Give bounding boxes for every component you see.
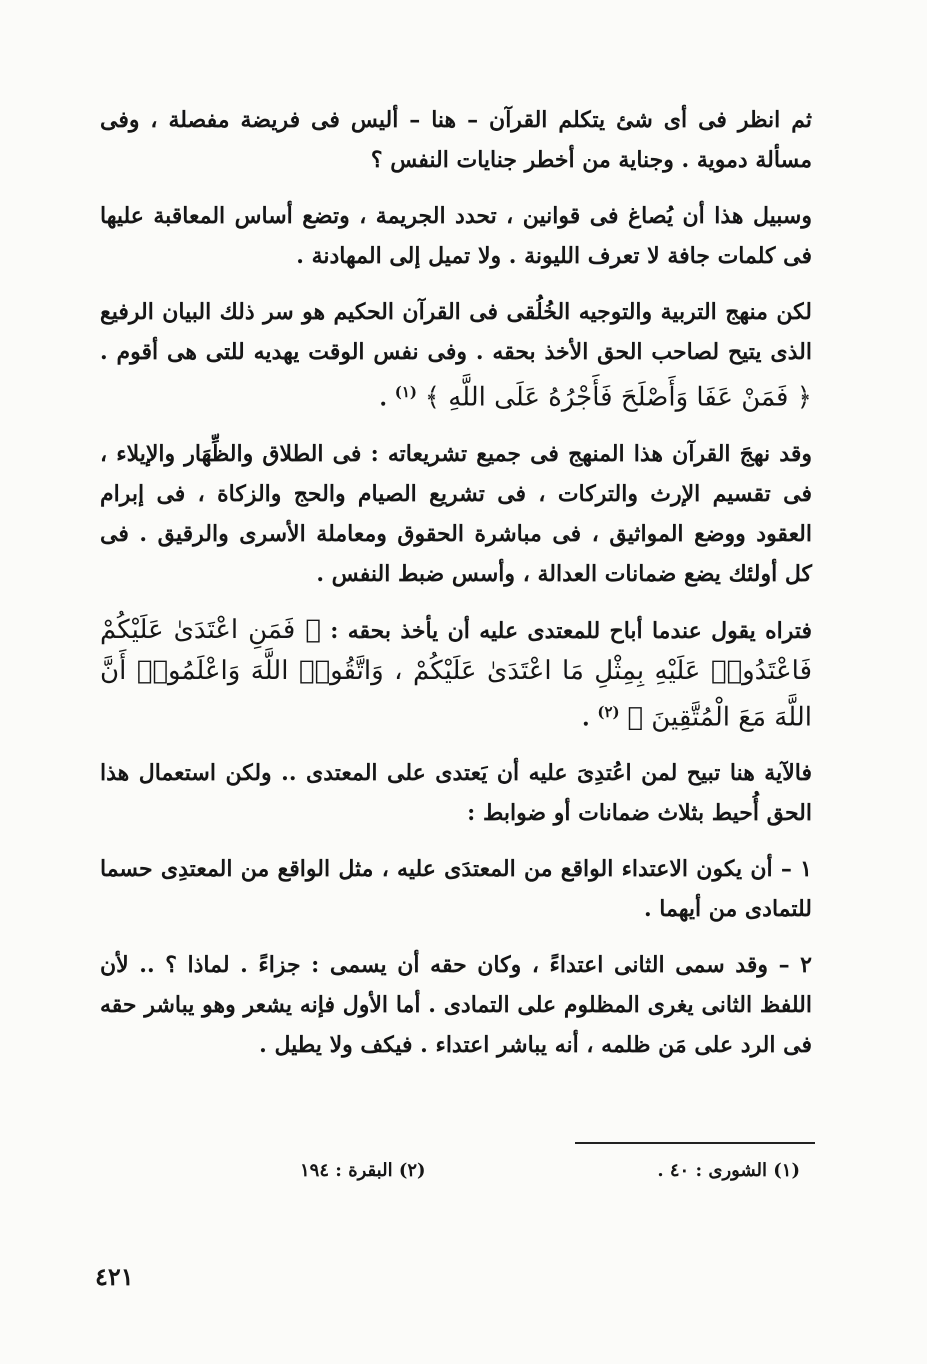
footnotes <box>300 1160 800 1181</box>
footnote-ref-1: (١) <box>394 383 418 401</box>
paragraph-1: ثم انظر فى أى شئ يتكلم القرآن – هنا – أليس فى فريضة مفصلة ، وفى مسألة دموية . وجناية من أخطر جنايات النفس ؟ <box>100 107 812 173</box>
footnote-1: (١) الشورى : ٤٠ . <box>657 1160 800 1181</box>
footnote-ref-2: (٢) <box>597 703 620 722</box>
paragraph-5 <box>100 610 812 738</box>
paragraph-5-text: فتراه يقول عندما أباح للمعتدى عليه أن يأخذ بحقه : <box>330 618 812 645</box>
paragraph-7: ١ – أن يكون الاعتداء الواقع من المعتدَى عليه ، مثل الواقع من المعتدِى حسما للتمادى من أيهما . <box>100 855 812 922</box>
paragraph-5-end: . <box>582 705 590 732</box>
paragraph-2: وسبيل هذا أن يُصاغ فى قوانين ، تحدد الجريمة ، وتضع أساس المعاقبة عليها فى كلمات جافة لا تعرف الليونة . ولا تميل إلى المهادنة . <box>100 203 812 269</box>
footnote-2: (٢) البقرة : ١٩٤ <box>300 1160 426 1181</box>
paragraph-6: فالآية هنا تبيح لمن اعُتدِىَ عليه أن يَعتدى على المعتدى .. ولكن استعمال هذا الحق أُحيط بثلاث ضمانات أو ضوابط : <box>100 759 812 826</box>
paragraph-3-text: لكن منهج التربية والتوجيه الخُلُقى فى القرآن الحكيم هو سر ذلك البيان الرفيع الذى يتيح لصاحب الحق الأخذ بحقه . وفى نفس الوقت يهديه للتى هى أقوم . <box>100 299 812 365</box>
footnote-divider <box>575 1142 815 1144</box>
paragraph-4: وقد نهجَ القرآن هذا المنهج فى جميع تشريعاته : فى الطلاق والظِّهَار والإيلاء ، فى تقسيم الإرث والتركات ، فى تشريع الصيام والحج والزكاة ، فى إبرام العقود ووضع المواثيق ، فى مباشرة الحقوق ومعاملة الأسرى والرقيق . فى كل أولئك يضع ضمانات العدالة ، وأسس ضبط النفس . <box>100 441 812 588</box>
body-text <box>100 100 812 1081</box>
page-number: ٤٢١ <box>95 1262 134 1291</box>
paragraph-8: ٢ – وقد سمى الثانى اعتداءً ، وكان حقه أن يسمى : جزاءً . لماذا ؟ .. لأن اللفظ الثانى يغرى المظلوم على التمادى . أما الأول فإنه يشعر وهو يباشر حقه فى الرد على مَن ظلمه ، أنه يباشر اعتداء . فيكف ولا يطيل . <box>100 951 812 1058</box>
paragraph-3 <box>100 292 812 418</box>
quran-verse-2: ﴿ فَمَنِ اعْتَدَىٰ عَلَيْكُمْ فَاعْتَدُوا۟ عَلَيْهِ بِمِثْلِ مَا اعْتَدَىٰ عَلَيْكُمْ ، وَاتَّقُوا۟ اللَّهَ وَاعْلَمُوا۟ أَنَّ اللَّهَ مَعَ الْمُتَّقِينَ ﴾ <box>100 615 812 733</box>
quran-verse-1: ﴿ فَمَنْ عَفَا وَأَصْلَحَ فَأَجْرُهُ عَلَى اللَّهِ ﴾ <box>424 382 812 413</box>
paragraph-3-end: . <box>379 385 388 412</box>
